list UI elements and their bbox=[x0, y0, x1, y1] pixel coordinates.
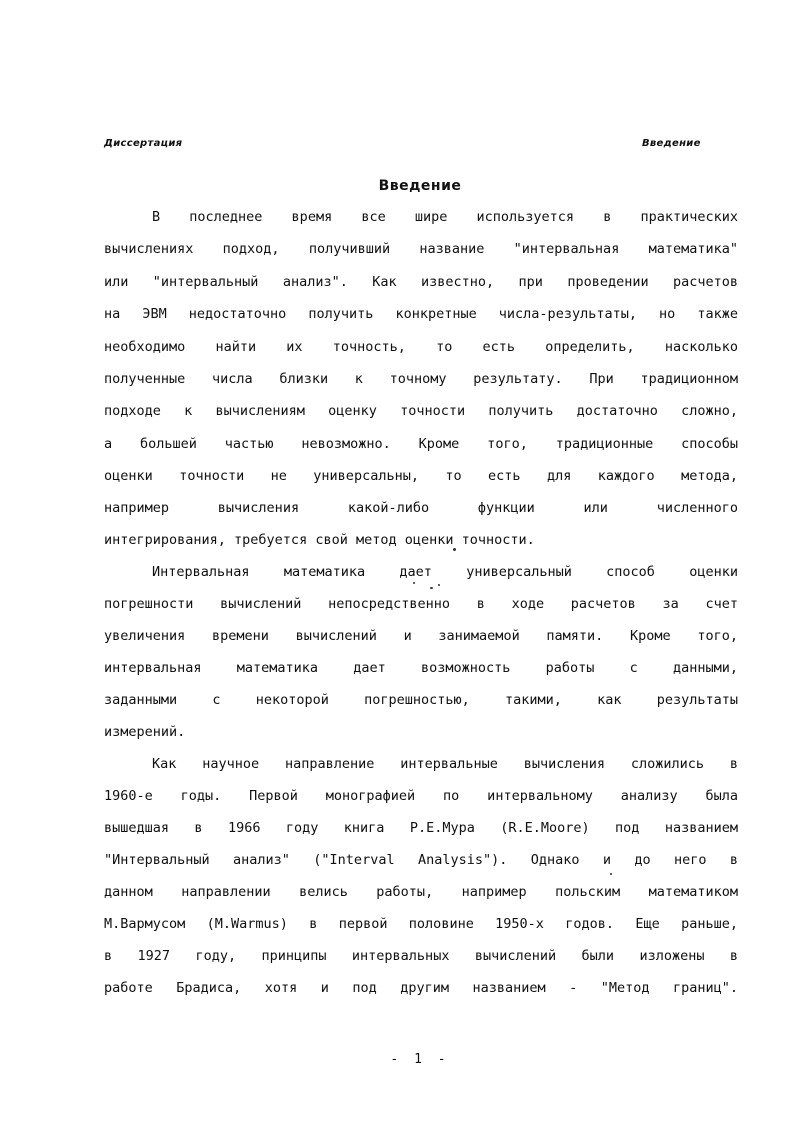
scan-speck bbox=[610, 873, 612, 875]
text-line: необходимо найти их точность, то есть определить, насколько bbox=[104, 339, 738, 355]
scan-speck bbox=[413, 582, 415, 584]
text-line: вычислениях подход, получивший название "интервальная математика" bbox=[104, 241, 738, 257]
text-line: вышедшая в 1966 году книга Р.Е.Мура (R.E.Moore) под названием bbox=[104, 820, 738, 836]
text-line: в 1927 году, принципы интервальных вычислений были изложены в bbox=[104, 948, 738, 964]
text-line: например вычисления какой-либо функции или численного bbox=[104, 500, 738, 516]
scan-speck bbox=[453, 548, 456, 551]
text-line: работе Брадиса, хотя и под другим названием - "Метод границ". bbox=[104, 980, 738, 996]
text-line: погрешности вычислений непосредственно в ходе расчетов за счет bbox=[104, 596, 738, 612]
text-line: "Интервальный анализ" ("Interval Analysis"). Однако и до него в bbox=[104, 852, 738, 868]
text-line: Интервальная математика дает универсальный способ оценки bbox=[152, 564, 738, 580]
scan-speck bbox=[438, 584, 440, 586]
text-line: увеличения времени вычислений и занимаемой памяти. Кроме того, bbox=[104, 628, 738, 644]
scan-speck bbox=[430, 587, 433, 589]
text-line: заданными с некоторой погрешностью, такими, как результаты bbox=[104, 692, 738, 708]
text-line: подходе к вычислениям оценку точности получить достаточно сложно, bbox=[104, 403, 738, 419]
text-line: М.Вармусом (M.Warmus) в первой половине 1950-х годов. Еще раньше, bbox=[104, 916, 738, 932]
text-line: полученные числа близки к точному результату. При традиционном bbox=[104, 371, 738, 387]
running-header-right: Введение bbox=[642, 138, 701, 149]
text-line: Как научное направление интервальные вычисления сложились в bbox=[152, 756, 738, 772]
text-line: В последнее время все шире используется в практических bbox=[152, 209, 738, 225]
text-line: или "интервальный анализ". Как известно, при проведении расчетов bbox=[104, 274, 738, 290]
section-title: Введение bbox=[378, 178, 462, 194]
text-line: на ЭВМ недостаточно получить конкретные числа-результаты, но также bbox=[104, 306, 738, 322]
running-header-left: Диссертация bbox=[104, 138, 183, 149]
text-line: 1960-е годы. Первой монографией по интервальному анализу была bbox=[104, 788, 738, 804]
text-line: а большей частью невозможно. Кроме того, традиционные способы bbox=[104, 436, 738, 452]
text-line: оценки точности не универсальны, то есть для каждого метода, bbox=[104, 468, 738, 484]
text-line: данном направлении велись работы, например польским математиком bbox=[104, 884, 738, 900]
text-line: интервальная математика дает возможность работы с данными, bbox=[104, 660, 738, 676]
text-line: измерений. bbox=[104, 724, 186, 740]
text-line: интегрирования, требуется свой метод оценки точности. bbox=[104, 532, 535, 548]
page-number: - 1 - bbox=[390, 1052, 450, 1067]
